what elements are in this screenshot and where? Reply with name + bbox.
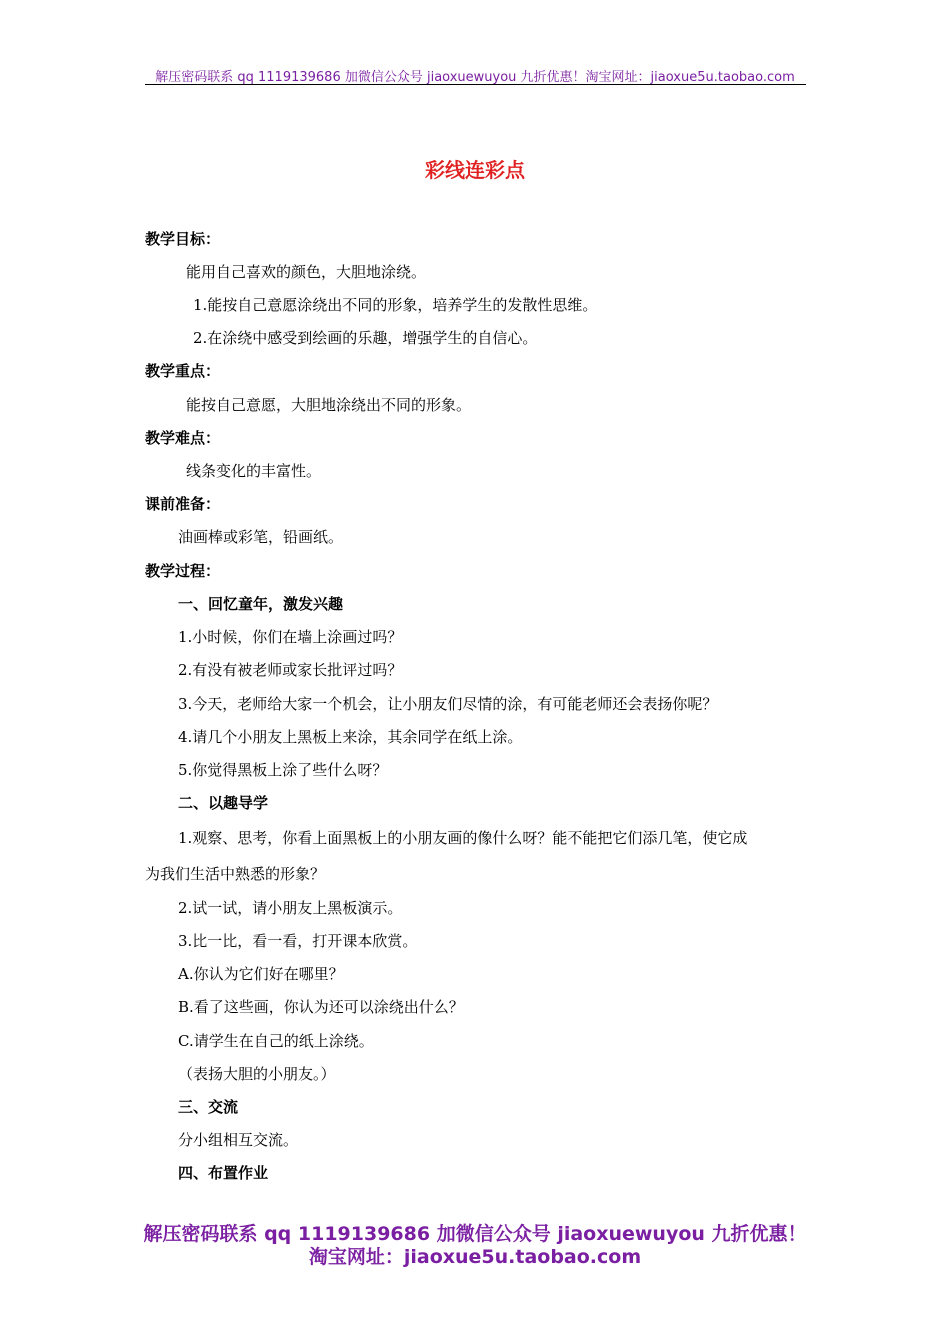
- footer-line-2: 淘宝网址：jiaoxue5u.taobao.com: [308, 1246, 642, 1268]
- page-header: 解压密码联系 qq 1119139686 加微信公众号 jiaoxuewuyou 九折优惠！淘宝网址：jiaoxue5u.taobao.com: [155, 70, 795, 85]
- footer-line-1: 解压密码联系 qq 1119139686 加微信公众号 jiaoxuewuyou 九折优惠！: [143, 1223, 807, 1245]
- header-divider: [145, 84, 806, 85]
- list-item: 1.小时候，你们在墙上涂画过吗？: [178, 628, 403, 646]
- part2-heading: 二、以趣导学: [178, 794, 269, 812]
- part3-text: 分小组相互交流。: [178, 1131, 299, 1149]
- part4-heading: 四、布置作业: [178, 1164, 269, 1182]
- part3-heading: 三、交流: [178, 1098, 239, 1116]
- goals-intro: 能用自己喜欢的颜色，大胆地涂绕。: [186, 263, 427, 281]
- process-heading: 教学过程：: [145, 562, 221, 580]
- list-item: A.你认为它们好在哪里？: [178, 965, 344, 983]
- list-item: 4.请几个小朋友上黑板上来涂，其余同学在纸上涂。: [178, 728, 523, 746]
- list-item: 5.你觉得黑板上涂了些什么呀？: [178, 761, 388, 779]
- focus-text: 能按自己意愿，大胆地涂绕出不同的形象。: [186, 396, 472, 414]
- note-text: （表扬大胆的小朋友。）: [178, 1065, 336, 1083]
- difficulty-heading: 教学难点：: [145, 429, 221, 447]
- focus-heading: 教学重点：: [145, 362, 221, 380]
- list-item: 3.今天，老师给大家一个机会，让小朋友们尽情的涂，有可能老师还会表扬你呢？: [178, 695, 718, 713]
- goal-item: 2.在涂绕中感受到绘画的乐趣，增强学生的自信心。: [193, 329, 538, 347]
- list-item: B.看了这些画，你认为还可以涂绕出什么？: [178, 998, 464, 1016]
- list-item: 2.有没有被老师或家长批评过吗？: [178, 661, 403, 679]
- part1-heading: 一、回忆童年，激发兴趣: [178, 595, 344, 613]
- prep-heading: 课前准备：: [145, 495, 221, 513]
- difficulty-text: 线条变化的丰富性。: [186, 462, 322, 480]
- document-title: 彩线连彩点: [425, 158, 525, 182]
- list-item: 3.比一比，看一看，打开课本欣赏。: [178, 932, 418, 950]
- list-item: 1.观察、思考，你看上面黑板上的小朋友画的像什么呀？能不能把它们添几笔，使它成: [178, 829, 748, 847]
- list-item: C.请学生在自己的纸上涂绕。: [178, 1032, 374, 1050]
- prep-text: 油画棒或彩笔，铅画纸。: [178, 528, 344, 546]
- goals-heading: 教学目标：: [145, 230, 221, 248]
- goal-item: 1.能按自己意愿涂绕出不同的形象，培养学生的发散性思维。: [193, 296, 598, 314]
- list-item-continuation: 为我们生活中熟悉的形象？: [145, 865, 326, 883]
- list-item: 2.试一试，请小朋友上黑板演示。: [178, 899, 403, 917]
